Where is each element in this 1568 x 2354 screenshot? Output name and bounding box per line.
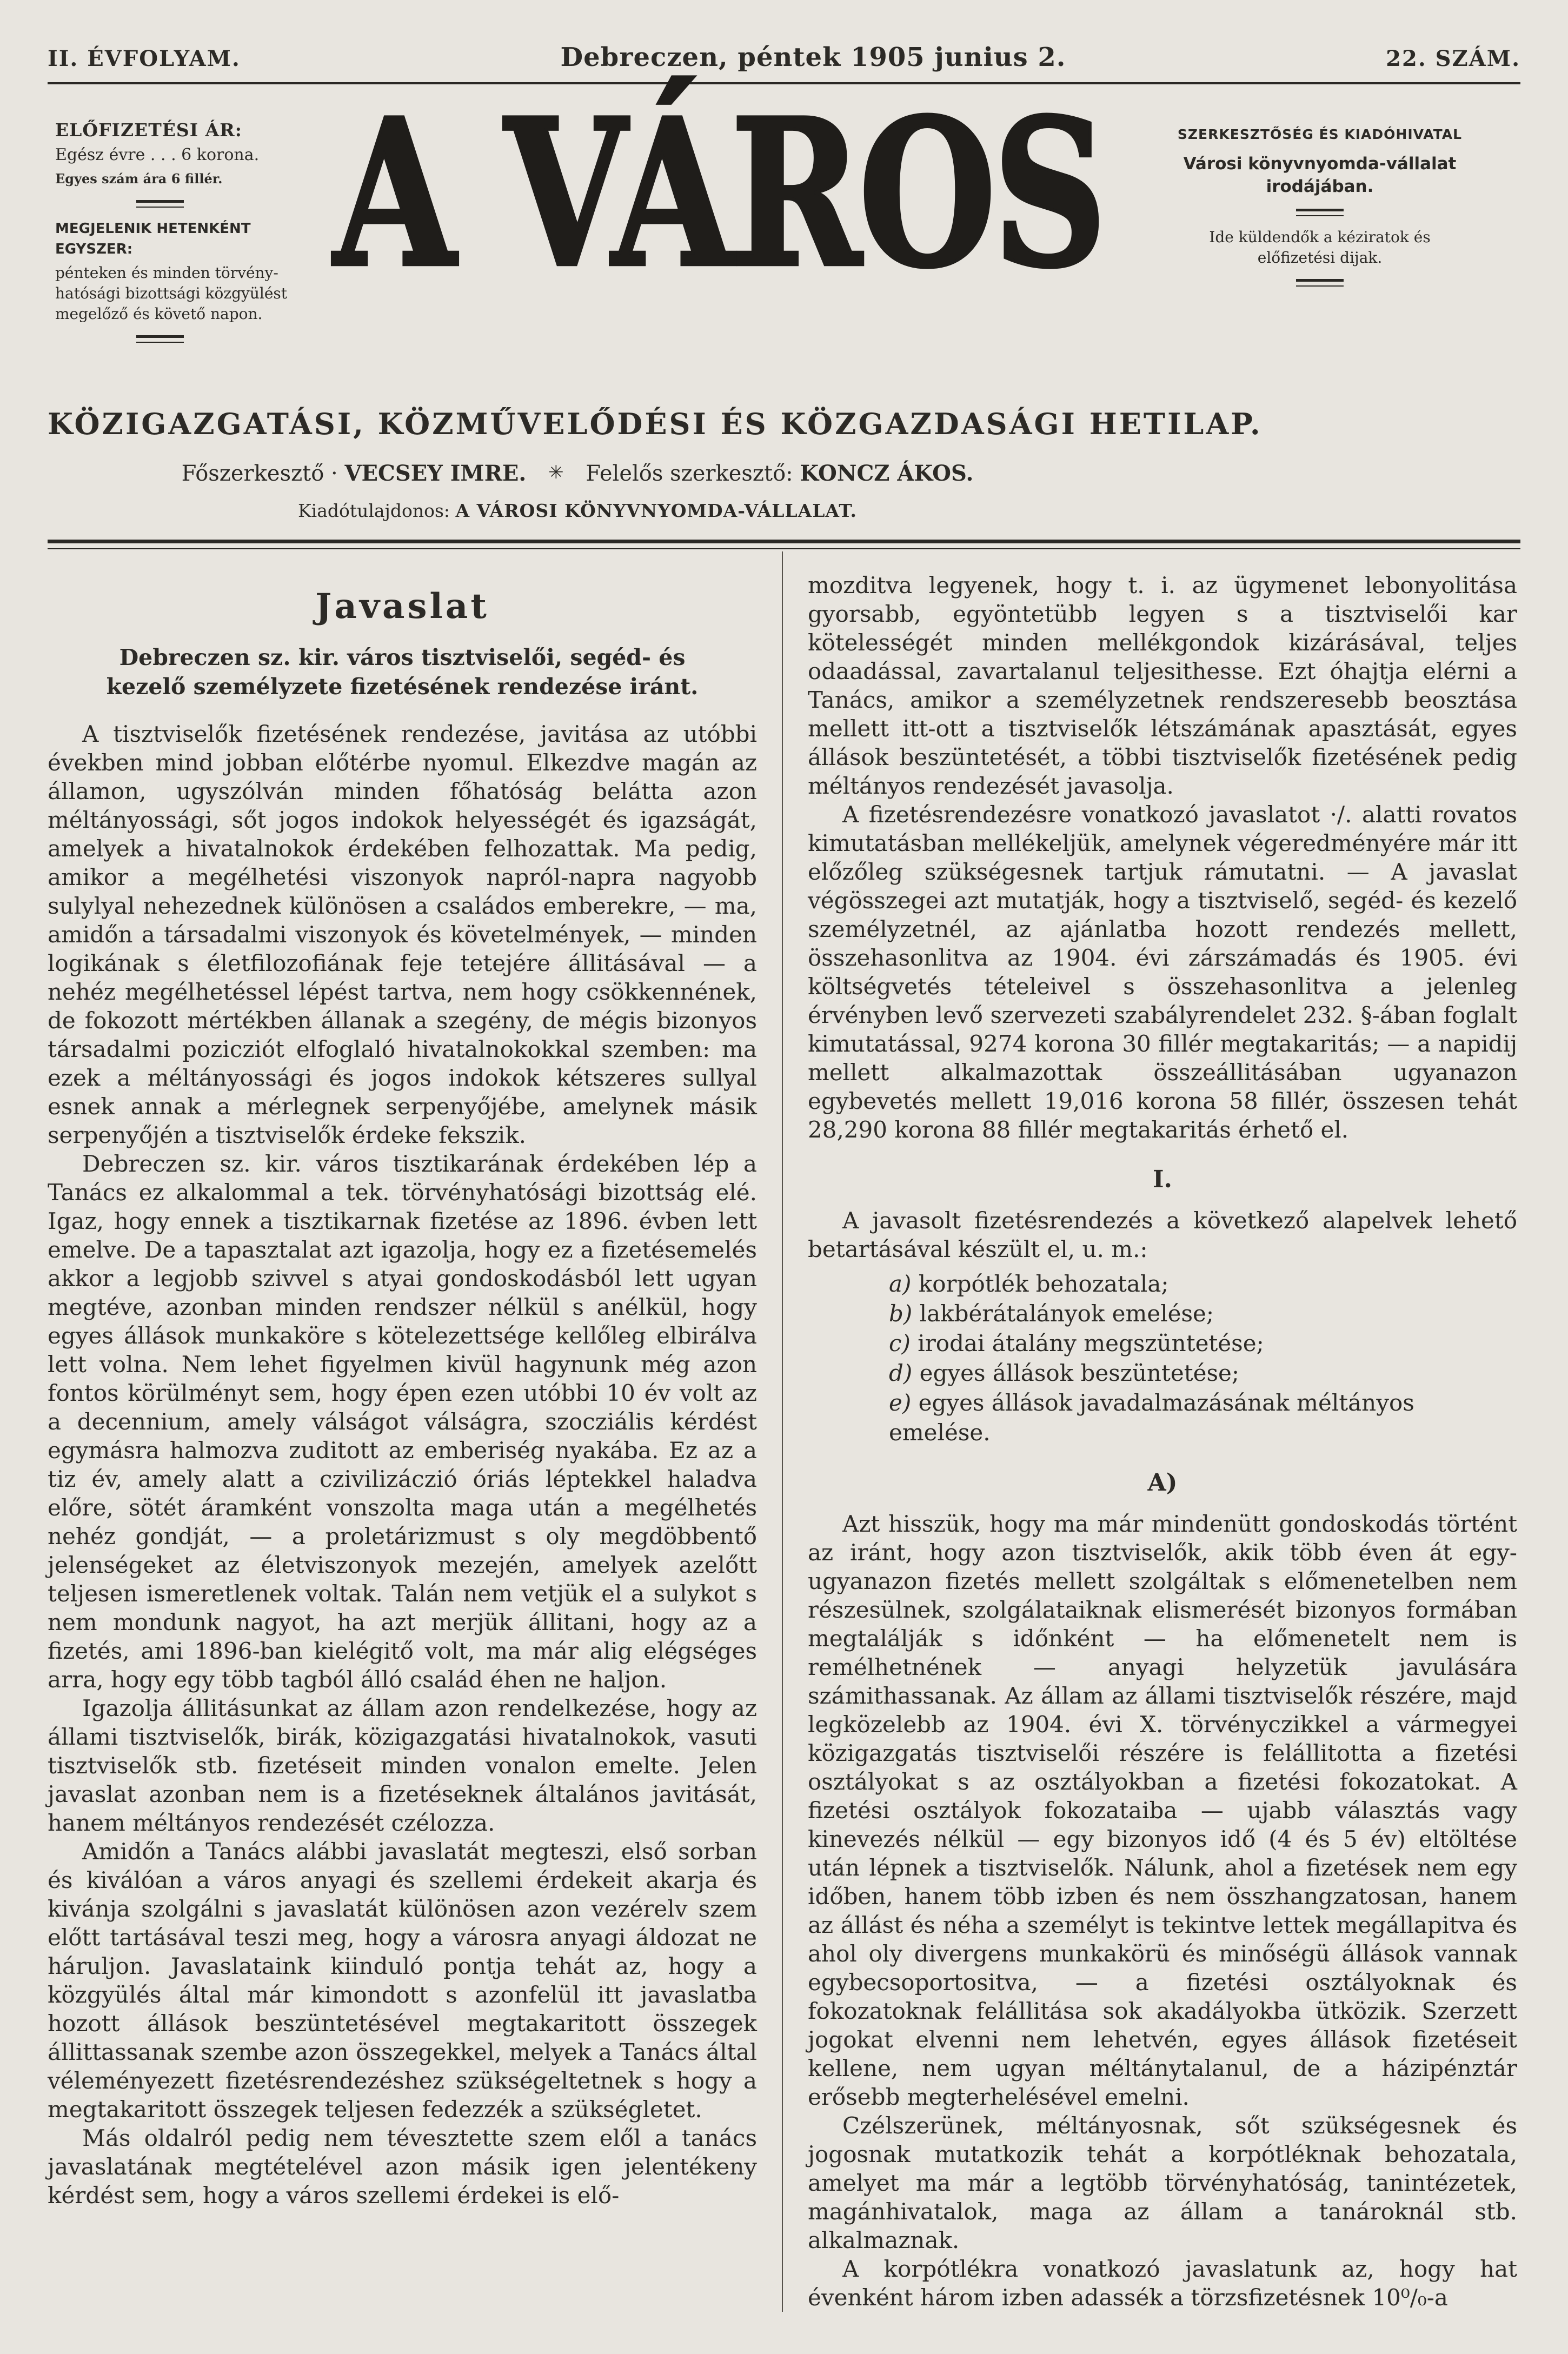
- list-letter: c): [889, 1330, 911, 1356]
- paragraph: Czélszerünek, méltányosnak, sőt szükségesnek és jogosnak mutatkozik tehát a korpótléknak behozatala, amelyet ma már a legtöbb törvényhatóság, tanintézetek, magánhivatalok, maga az állam a tanároknál stb. alkalmaznak.: [808, 2112, 1517, 2253]
- publisher-name: A VÁROSI KÖNYVNYOMDA-VÁLLALAT.: [455, 500, 857, 521]
- frequency-line: hatósági bizottsági közgyülést: [55, 284, 288, 302]
- paragraph: Más oldalról pedig nem tévesztette szem elől a tanács javaslatának megtételével azon másik igen jelentékeny kérdést sem, hogy a város szellemi érdekei is elő-: [48, 2125, 757, 2209]
- volume-label: II. ÉVFOLYAM.: [48, 46, 241, 71]
- list-item: [889, 1328, 1517, 1358]
- ornament-rule: [136, 200, 184, 208]
- office-note-line: előfizetési dijak.: [1257, 249, 1383, 267]
- star-ornament-icon: ✳: [548, 462, 564, 483]
- paragraph: Igazolja állitásunkat az állam azon rendelkezése, hogy az állami tisztviselők, birák, közigazgatási hivatalnokok, vasuti tisztviselők stb. fizetéseit minden vonalon emelte. Jelen javaslat azonban nem is a fizetéseknek általános javitását, hanem méltányos rendezését czélozza.: [48, 1695, 757, 1836]
- editorial-office-box: [1119, 98, 1520, 390]
- newspaper-title: A VÁROS: [333, 75, 1104, 312]
- left-column: [48, 551, 782, 2312]
- subscription-heading: ELŐFIZETÉSI ÁR:: [55, 119, 242, 141]
- publisher-label: Kiadótulajdonos:: [297, 500, 450, 521]
- frequency-line: pénteken és minden törvény-: [55, 264, 278, 282]
- list-item: [889, 1269, 1517, 1299]
- ornament-rule: [136, 335, 184, 343]
- list-item: [889, 1388, 1517, 1447]
- paper-subtitle: KÖZIGAZGATÁSI, KÖZMŰVELŐDÉSI ÉS KÖZGAZDASÁGI HETILAP.: [48, 407, 1263, 441]
- list-letter: b): [889, 1300, 913, 1327]
- issue-header: [48, 42, 1520, 72]
- list-item: [889, 1358, 1517, 1388]
- responsible-editor-label: Felelős szerkesztő:: [586, 461, 793, 486]
- chief-editor-label: Főszerkesztő ·: [181, 461, 338, 486]
- paragraph: A javasolt fizetésrendezés a következő alapelvek lehető betartásával készült el, u. m.:: [808, 1207, 1517, 1262]
- list-item: [889, 1299, 1517, 1328]
- article-columns: [48, 551, 1520, 2312]
- editors-line: [48, 461, 1107, 486]
- list-letter: e): [889, 1389, 912, 1416]
- paragraph: mozditva legyenek, hogy t. i. az ügymenet lebonyolitása gyorsabb, egyöntetübb legyen s a tisztviselői kar kötelességét minden mellékgondok kizárásával, teljes odaadással, zavartalanul teljesithesse. Ezt óhajtja elérni a Tanács, amikor a személyzetnek rendszeresebb beosztása mellett itt-ott a tisztviselők létszámának apasztását, egyes állások beszüntetését, a többi tisztviselők fizetésének pedig méltányos rendezését javasolja.: [808, 572, 1517, 799]
- paragraph: A korpótlékra vonatkozó javaslatunk az, hogy hat évenként három izben adassék a törzsfizetésnek 10⁰/₀-a: [808, 2256, 1517, 2311]
- masthead: [48, 75, 1520, 390]
- article-title: Javaslat: [315, 586, 489, 627]
- ornament-rule: [1296, 209, 1344, 216]
- subscription-price: Egész évre . . . 6 korona.: [55, 145, 260, 164]
- ornament-rule: [1296, 279, 1344, 287]
- chief-editor-name: VECSEY IMRE.: [344, 461, 527, 486]
- section-heading-one: I.: [1153, 1166, 1172, 1193]
- office-heading: SZERKESZTŐSÉG ÉS KIADÓHIVATAL: [1177, 127, 1463, 142]
- principles-list: [889, 1269, 1517, 1447]
- paragraph: A fizetésrendezésre vonatkozó javaslatot ·/. alatti rovatos kimutatásban mellékeljük, amelynek végeredményére már itt előzőleg szükségesnek tartjuk rámutatni. — A javaslat végösszegei azt mutatják, hogy a tisztviselő, segéd- és kezelő személyzetnél, az ajánlatba hozott rendezés mellett, összehasonlitva az 1904. évi zárszámadás és 1905. évi költségvetés tételeivel s összehasonlitva a jelenleg érvényben levő szervezeti szabályrendelet 232. §-ában foglalt kimutatással, 9274 korona 30 fillér megtakaritás; — a napidij mellett alkalmazottak összeállitásában ugyanazon egybevetés mellett 19,016 korona 58 fillér, összesen tehát 28,290 korona 88 fillér megtakaritás érhető el.: [808, 801, 1517, 1143]
- list-text: korpótlék behozatala;: [918, 1271, 1169, 1297]
- list-text: lakbérátalányok emelése;: [919, 1300, 1214, 1327]
- frequency-heading: MEGJELENIK HETENKÉNT EGYSZER:: [55, 221, 251, 257]
- issue-number-label: 22. SZÁM.: [1386, 46, 1520, 71]
- right-column: [782, 551, 1520, 2312]
- single-issue-price: Egyes szám ára 6 fillér.: [55, 171, 223, 187]
- list-text: egyes állások javadalmazásának méltányos emelése.: [889, 1389, 1414, 1446]
- section-heading-a: A): [1147, 1469, 1178, 1497]
- list-text: egyes állások beszüntetése;: [919, 1360, 1240, 1386]
- office-name-line: Városi könyvnyomda-vállalat: [1183, 154, 1457, 174]
- article-subtitle: Debreczen sz. kir. város tisztviselői, segéd- és kezelő személyzete fizetésének rendezése iránt.: [106, 644, 699, 700]
- list-letter: a): [889, 1271, 912, 1297]
- date-label: Debreczen, péntek 1905 junius 2.: [560, 42, 1066, 72]
- paragraph: Debreczen sz. kir. város tisztikarának érdekében lép a Tanács ez alkalommal a tek. törvényhatósági bizottság elé. Igaz, hogy ennek a tisztikarnak fizetése az 1896. évben lett emelve. De a tapasztalat azt igazolja, hogy ez a fizetésemelés akkor a legjobb szivvel s atyai gondoskodásból lett ugyan megtéve, azonban minden rendszer nélkül s anélkül, hogy egyes állások munkaköre s kötelezettsége kellőleg elbirálva lett volna. Nem lehet figyelmen kivül hagynunk még azon fontos körülményt sem, hogy épen ezen utóbbi 10 év volt az a decennium, amely válságot válságra, szocziális kérdést egymásra halmozva zuditott az emberiség nyakába. Ez az a tiz év, amely alatt a czivilizáczió óriás léptekkel haladva előre, sötét áramként vonszolta maga után a megélhetés nehéz gondját, — a proletárizmust s oly megdöbbentő jelenségeket az életviszonyok mezején, amelyek azelőtt teljesen ismeretlenek voltak. Talán nem vetjük el a sulykot s nem mondunk nagyot, ha azt merjük állitani, hogy az a fizetés, ami 1896-ban kielégitő volt, ma már alig elégséges arra, hogy egy több tagból álló család éhen ne haljon.: [48, 1151, 757, 1693]
- responsible-editor-name: KONCZ ÁKOS.: [800, 461, 974, 486]
- section-divider-rule: [48, 540, 1520, 549]
- office-note-line: Ide küldendők a kéziratok és: [1209, 228, 1431, 246]
- paragraph: A tisztviselők fizetésének rendezése, javitása az utóbbi években mind jobban előtérbe nyomul. Elkezdve magán az államon, ugyszólván minden főhatóság belátta azon méltányossági, sőt jogos indokok helyességét és igazságát, amelyek a hivatalnokok érdekében felhozattak. Ma pedig, amikor a megélhetési viszonyok napról-napra nagyobb sulylyal nehezednek különösen a családos emberekre, — ma, amidőn a társadalmi viszonyok és követelmények, — minden logikának s életfilozofiának feje tetejére állitásával — a nehéz megélhetéssel lépést tartva, nem hogy csökkennének, de fokozott mértékben állanak a szegény, de mégis bizonyos társadalmi pozicziót elfoglaló hivatalnokokkal szemben: ma ezek a méltányossági és jogos indokok kétszeres sullyal esnek annak a mérlegnek serpenyőjébe, amelynek másik serpenyőjén a tisztviselők érdeke fekszik.: [48, 721, 757, 1148]
- paragraph: Azt hisszük, hogy ma már mindenütt gondoskodás történt az iránt, hogy azon tisztviselők, akik több éven át egy-ugyanazon fizetés mellett szolgáltak s előmenetelben nem részesülnek, szolgálataiknak elismerését bizonyos formában megtalálják s időnként — ha előmenetelt nem is remélhetnének — anyagi helyzetük javulására számithassanak. Az állam az állami tisztviselők részére, majd legközelebb az 1904. évi X. törvényczikkel a vármegyei közigazgatás tisztviselői részére is felállitotta a fizetési osztályokat s az osztályokban a fizetési fokozatokat. A fizetési osztályok fokozataiba — ujabb választás vagy kinevezés nélkül — egy bizonyos idő (4 és 5 év) eltöltése után lépnek a tisztviselők. Nálunk, ahol a fizetések nem egy időben, hanem több izben és nem összhangzatosan, hanem az állást és néha a személyt is tekintve lettek megállapitva és ahol oly divergens munkakörü és minőségü állások vannak egybecsoportositva, — a fizetési osztályoknak és fokozatoknak felállitása sok akadályokba ütközik. Szerzett jogokat elvenni nem lehetvén, egyes állások fizetéseit kellene, nem ugyan méltánytalanul, de a házipénztár erősebb megterhelésével emelni.: [808, 1511, 1517, 2110]
- list-text: irodai átalány megszüntetése;: [918, 1330, 1264, 1356]
- masthead-title-area: [318, 75, 1119, 390]
- paragraph: Amidőn a Tanács alábbi javaslatát megteszi, első sorban és kiválóan a város anyagi és szellemi érdekeit akarja és kivánja szolgálni s javaslatát különösen azon vezérelv szem előtt tartásával teszi meg, hogy a városra anyagi áldozat ne háruljon. Javaslataink kiinduló pontja tehát az, hogy a közgyülés által már kimondott s azonfelül itt javaslatba hozott állások beszüntetésével megtakaritott összegek állittassanak szembe azon összegekkel, melyek a Tanács által véleményezett fizetésrendezéshez szükségeltetnek s hogy a megtakaritott összegek teljesen fedezzék a szükségletet.: [48, 1838, 757, 2123]
- office-name-line: irodájában.: [1266, 177, 1374, 196]
- frequency-line: megelőző és követő napon.: [55, 305, 263, 323]
- subscription-box: [48, 98, 318, 390]
- publisher-line: [48, 500, 1107, 521]
- list-letter: d): [889, 1360, 913, 1386]
